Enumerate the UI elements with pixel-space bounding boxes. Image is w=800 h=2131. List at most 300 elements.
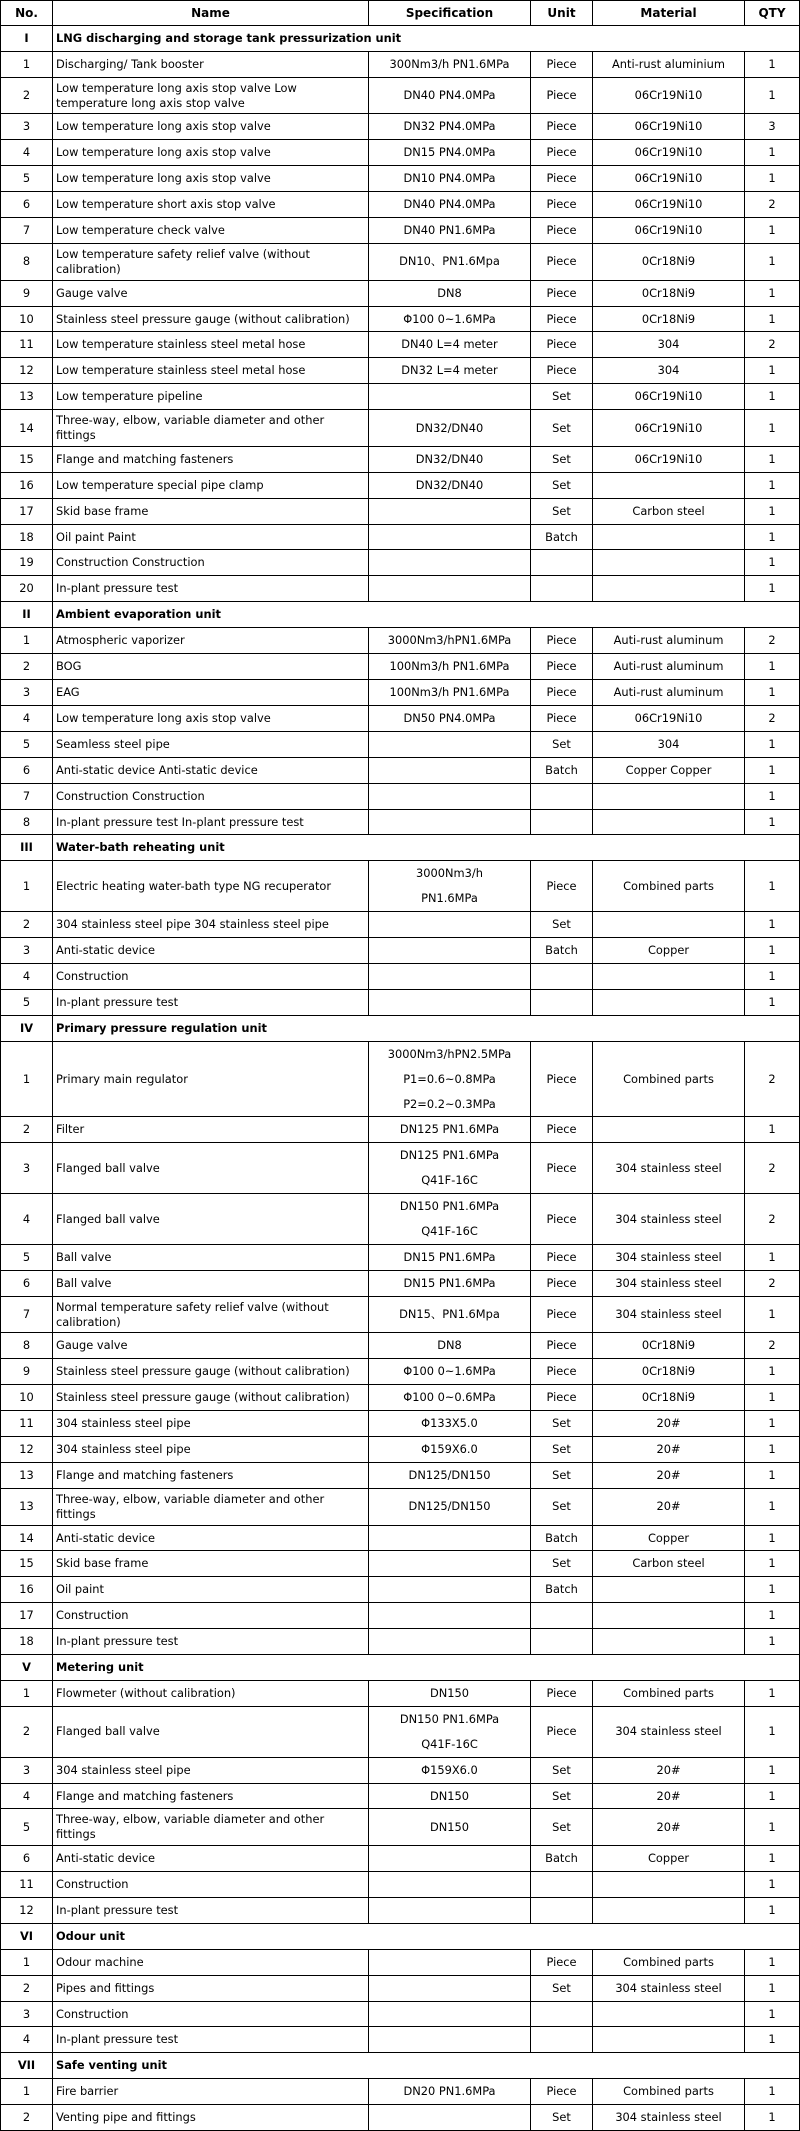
item-specification xyxy=(369,654,531,680)
item-material: 304 stainless steel xyxy=(593,1143,745,1194)
item-material: Combined parts xyxy=(593,861,745,912)
item-specification xyxy=(369,757,531,783)
item-specification xyxy=(369,114,531,140)
specification-line: DN15 PN1.6MPa xyxy=(403,1275,496,1290)
specification-line: Φ159X6.0 xyxy=(421,1442,478,1457)
item-qty: 1 xyxy=(745,140,800,166)
item-name: Flowmeter (without calibration) xyxy=(53,1680,369,1706)
item-qty: 1 xyxy=(745,166,800,192)
table-row xyxy=(1,524,800,550)
item-material: 304 stainless steel xyxy=(593,1194,745,1245)
item-material: Copper Copper xyxy=(593,757,745,783)
item-specification xyxy=(369,1359,531,1385)
table-row xyxy=(1,1603,800,1629)
specification-line: DN150 xyxy=(429,1819,470,1834)
table-row xyxy=(1,1488,800,1525)
item-unit: Piece xyxy=(531,140,593,166)
item-name: In-plant pressure test xyxy=(53,2027,369,2053)
item-specification xyxy=(369,1143,531,1194)
item-name: Flange and matching fasteners xyxy=(53,446,369,472)
item-qty: 1 xyxy=(745,938,800,964)
item-number: 4 xyxy=(1,705,53,731)
specification-line: P2=0.2~0.3MPa xyxy=(403,1096,496,1111)
item-name: Flange and matching fasteners xyxy=(53,1462,369,1488)
specification-line: DN150 xyxy=(429,1788,470,1803)
item-qty: 2 xyxy=(745,1333,800,1359)
item-qty: 1 xyxy=(745,1629,800,1655)
item-number: 8 xyxy=(1,809,53,835)
item-qty: 2 xyxy=(745,1143,800,1194)
item-number: 13 xyxy=(1,384,53,410)
item-qty: 1 xyxy=(745,1437,800,1463)
item-material xyxy=(593,1629,745,1655)
table-row xyxy=(1,244,800,281)
table-row xyxy=(1,410,800,447)
item-unit xyxy=(531,1897,593,1923)
item-qty: 1 xyxy=(745,1809,800,1846)
item-material: 06Cr19Ni10 xyxy=(593,114,745,140)
item-qty: 1 xyxy=(745,384,800,410)
item-specification xyxy=(369,1629,531,1655)
item-unit: Piece xyxy=(531,1143,593,1194)
item-number: 17 xyxy=(1,1603,53,1629)
item-material: 0Cr18Ni9 xyxy=(593,1333,745,1359)
section-number: IV xyxy=(1,1015,53,1041)
item-qty: 1 xyxy=(745,410,800,447)
section-header-row xyxy=(1,1655,800,1681)
item-qty: 2 xyxy=(745,705,800,731)
item-qty: 1 xyxy=(745,244,800,281)
item-unit: Piece xyxy=(531,306,593,332)
table-row xyxy=(1,280,800,306)
item-material: 06Cr19Ni10 xyxy=(593,77,745,114)
table-row xyxy=(1,1041,800,1117)
section-number: V xyxy=(1,1655,53,1681)
table-row xyxy=(1,192,800,218)
item-unit: Batch xyxy=(531,938,593,964)
item-name: Primary main regulator xyxy=(53,1041,369,1117)
item-qty: 1 xyxy=(745,731,800,757)
section-header-row xyxy=(1,1015,800,1041)
item-unit: Piece xyxy=(531,861,593,912)
item-specification xyxy=(369,1525,531,1551)
item-specification xyxy=(369,384,531,410)
specification-line: 3000Nm3/hPN2.5MPa xyxy=(387,1046,512,1061)
item-material xyxy=(593,1577,745,1603)
item-number: 1 xyxy=(1,1949,53,1975)
specification-line: DN32 PN4.0MPa xyxy=(403,119,496,134)
col-header-qty: QTY xyxy=(745,1,800,26)
item-name: Skid base frame xyxy=(53,498,369,524)
item-unit: Piece xyxy=(531,1117,593,1143)
specification-line: DN15、PN1.6Mpa xyxy=(399,1307,500,1322)
section-number: II xyxy=(1,602,53,628)
item-name: Flanged ball valve xyxy=(53,1706,369,1757)
specification-line: DN8 xyxy=(437,1338,462,1353)
table-row xyxy=(1,472,800,498)
item-material xyxy=(593,550,745,576)
item-unit: Set xyxy=(531,498,593,524)
specification-line: DN50 PN4.0MPa xyxy=(403,710,496,725)
item-qty: 2 xyxy=(745,332,800,358)
table-row xyxy=(1,358,800,384)
item-material: 06Cr19Ni10 xyxy=(593,410,745,447)
specification-line: 3000Nm3/h xyxy=(416,866,483,881)
item-specification xyxy=(369,1872,531,1898)
item-name: 304 stainless steel pipe xyxy=(53,1411,369,1437)
item-qty: 1 xyxy=(745,550,800,576)
item-number: 11 xyxy=(1,1411,53,1437)
item-number: 3 xyxy=(1,2001,53,2027)
item-unit: Piece xyxy=(531,705,593,731)
table-row xyxy=(1,498,800,524)
item-specification xyxy=(369,989,531,1015)
item-unit xyxy=(531,1603,593,1629)
item-number: 9 xyxy=(1,1359,53,1385)
item-name: Pipes and fittings xyxy=(53,1975,369,2001)
item-unit: Piece xyxy=(531,244,593,281)
item-qty: 1 xyxy=(745,1359,800,1385)
item-specification xyxy=(369,244,531,281)
specification-line: DN8 xyxy=(437,285,462,300)
specification-line: DN40 PN4.0MPa xyxy=(403,88,496,103)
col-header-specification: Specification xyxy=(369,1,531,26)
item-number: 18 xyxy=(1,524,53,550)
item-name: Low temperature short axis stop valve xyxy=(53,192,369,218)
table-row xyxy=(1,1706,800,1757)
specification-line: PN1.6MPa xyxy=(421,891,478,906)
item-name: Low temperature long axis stop valve xyxy=(53,140,369,166)
item-name: Low temperature safety relief valve (without calibration) xyxy=(53,244,369,281)
item-name: Anti-static device xyxy=(53,938,369,964)
table-row xyxy=(1,2079,800,2105)
section-title: Safe venting unit xyxy=(53,2053,800,2079)
specification-line: Φ159X6.0 xyxy=(421,1762,478,1777)
specification-line: DN10 PN4.0MPa xyxy=(403,171,496,186)
item-specification xyxy=(369,1809,531,1846)
item-material: 20# xyxy=(593,1757,745,1783)
item-unit xyxy=(531,1629,593,1655)
item-number: 12 xyxy=(1,1897,53,1923)
item-specification xyxy=(369,1757,531,1783)
item-specification xyxy=(369,550,531,576)
table-row xyxy=(1,963,800,989)
item-qty: 1 xyxy=(745,1949,800,1975)
item-material: Combined parts xyxy=(593,1041,745,1117)
item-qty: 1 xyxy=(745,446,800,472)
item-qty: 1 xyxy=(745,861,800,912)
table-row xyxy=(1,989,800,1015)
item-material: 20# xyxy=(593,1488,745,1525)
item-name: Gauge valve xyxy=(53,1333,369,1359)
item-specification xyxy=(369,1270,531,1296)
item-unit: Piece xyxy=(531,1041,593,1117)
item-material: 06Cr19Ni10 xyxy=(593,218,745,244)
item-qty: 2 xyxy=(745,192,800,218)
section-number: III xyxy=(1,835,53,861)
item-specification xyxy=(369,1333,531,1359)
item-material: 304 stainless steel xyxy=(593,1706,745,1757)
item-material: 06Cr19Ni10 xyxy=(593,166,745,192)
item-unit xyxy=(531,2027,593,2053)
item-unit: Piece xyxy=(531,1270,593,1296)
item-number: 5 xyxy=(1,166,53,192)
item-name: EAG xyxy=(53,680,369,706)
item-number: 7 xyxy=(1,783,53,809)
table-row xyxy=(1,1296,800,1333)
item-unit: Piece xyxy=(531,1680,593,1706)
specification-line: 300Nm3/h PN1.6MPa xyxy=(389,56,510,71)
item-specification xyxy=(369,2079,531,2105)
item-qty: 1 xyxy=(745,757,800,783)
specification-line: DN10、PN1.6Mpa xyxy=(399,254,500,269)
item-material xyxy=(593,2027,745,2053)
item-unit xyxy=(531,783,593,809)
item-unit: Piece xyxy=(531,2079,593,2105)
item-name: Low temperature long axis stop valve Low temperature long axis stop valve xyxy=(53,77,369,114)
section-number: VII xyxy=(1,2053,53,2079)
item-number: 19 xyxy=(1,550,53,576)
item-material xyxy=(593,912,745,938)
item-unit: Set xyxy=(531,1488,593,1525)
item-number: 1 xyxy=(1,1680,53,1706)
item-number: 15 xyxy=(1,1551,53,1577)
item-qty: 1 xyxy=(745,1757,800,1783)
item-material: 304 stainless steel xyxy=(593,1975,745,2001)
specification-line: Q41F-16C xyxy=(421,1173,478,1188)
table-row xyxy=(1,2027,800,2053)
item-number: 20 xyxy=(1,576,53,602)
item-number: 5 xyxy=(1,989,53,1015)
item-number: 14 xyxy=(1,410,53,447)
item-qty: 1 xyxy=(745,809,800,835)
item-number: 10 xyxy=(1,1385,53,1411)
item-qty: 1 xyxy=(745,963,800,989)
item-specification xyxy=(369,1437,531,1463)
table-row xyxy=(1,731,800,757)
item-number: 18 xyxy=(1,1629,53,1655)
item-specification xyxy=(369,77,531,114)
item-unit: Set xyxy=(531,472,593,498)
item-material xyxy=(593,472,745,498)
item-material: 06Cr19Ni10 xyxy=(593,192,745,218)
section-header-row xyxy=(1,26,800,52)
item-material: Copper xyxy=(593,1525,745,1551)
item-name: Atmospheric vaporizer xyxy=(53,628,369,654)
item-qty: 1 xyxy=(745,280,800,306)
specification-line: DN150 PN1.6MPa xyxy=(399,1711,500,1726)
item-specification xyxy=(369,1949,531,1975)
item-unit: Batch xyxy=(531,757,593,783)
col-header-no: No. xyxy=(1,1,53,26)
item-material: Copper xyxy=(593,1846,745,1872)
item-material: 20# xyxy=(593,1437,745,1463)
item-specification xyxy=(369,1975,531,2001)
item-number: 15 xyxy=(1,446,53,472)
item-specification xyxy=(369,1680,531,1706)
item-specification xyxy=(369,410,531,447)
item-name: Anti-static device xyxy=(53,1525,369,1551)
item-material: 304 stainless steel xyxy=(593,2105,745,2131)
specification-line: DN125/DN150 xyxy=(408,1499,491,1514)
col-header-material: Material xyxy=(593,1,745,26)
item-name: Construction xyxy=(53,2001,369,2027)
item-qty: 2 xyxy=(745,1194,800,1245)
specification-line: Φ100 0~1.6MPa xyxy=(403,1364,496,1379)
specification-line: DN15 PN4.0MPa xyxy=(403,145,496,160)
item-unit: Set xyxy=(531,1437,593,1463)
item-number: 12 xyxy=(1,358,53,384)
item-number: 9 xyxy=(1,280,53,306)
item-unit: Piece xyxy=(531,51,593,77)
table-row xyxy=(1,680,800,706)
item-specification xyxy=(369,1783,531,1809)
section-title: LNG discharging and storage tank pressurization unit xyxy=(53,26,800,52)
item-specification xyxy=(369,498,531,524)
item-unit: Set xyxy=(531,731,593,757)
item-material xyxy=(593,783,745,809)
item-specification xyxy=(369,280,531,306)
item-name: Stainless steel pressure gauge (without calibration) xyxy=(53,1385,369,1411)
item-specification xyxy=(369,1603,531,1629)
item-number: 7 xyxy=(1,1296,53,1333)
item-qty: 1 xyxy=(745,1525,800,1551)
section-number: VI xyxy=(1,1923,53,1949)
item-number: 5 xyxy=(1,1809,53,1846)
item-unit: Set xyxy=(531,1462,593,1488)
item-name: Low temperature pipeline xyxy=(53,384,369,410)
item-number: 12 xyxy=(1,1437,53,1463)
item-material xyxy=(593,524,745,550)
table-row xyxy=(1,938,800,964)
item-name: Ball valve xyxy=(53,1270,369,1296)
section-header-row xyxy=(1,602,800,628)
table-row xyxy=(1,1117,800,1143)
section-title: Metering unit xyxy=(53,1655,800,1681)
item-number: 8 xyxy=(1,244,53,281)
item-name: Low temperature special pipe clamp xyxy=(53,472,369,498)
item-number: 3 xyxy=(1,1143,53,1194)
item-qty: 1 xyxy=(745,1603,800,1629)
item-specification xyxy=(369,1897,531,1923)
table-row xyxy=(1,1975,800,2001)
item-unit: Batch xyxy=(531,524,593,550)
item-number: 5 xyxy=(1,731,53,757)
table-row xyxy=(1,1437,800,1463)
item-material xyxy=(593,809,745,835)
item-number: 13 xyxy=(1,1488,53,1525)
item-specification xyxy=(369,332,531,358)
table-row xyxy=(1,218,800,244)
specification-line: DN150 xyxy=(429,1685,470,1700)
table-row xyxy=(1,1809,800,1846)
table-row xyxy=(1,2001,800,2027)
item-material: Copper xyxy=(593,938,745,964)
table-row xyxy=(1,1244,800,1270)
item-name: Anti-static device xyxy=(53,1846,369,1872)
specification-line: DN40 PN4.0MPa xyxy=(403,197,496,212)
specification-line: Φ133X5.0 xyxy=(421,1416,478,1431)
item-material: Auti-rust aluminum xyxy=(593,628,745,654)
item-material: 304 xyxy=(593,332,745,358)
item-specification xyxy=(369,2105,531,2131)
item-name: Three-way, elbow, variable diameter and other fittings xyxy=(53,410,369,447)
item-number: 2 xyxy=(1,77,53,114)
item-material: 0Cr18Ni9 xyxy=(593,280,745,306)
item-material: 06Cr19Ni10 xyxy=(593,705,745,731)
item-number: 6 xyxy=(1,1846,53,1872)
item-number: 3 xyxy=(1,680,53,706)
item-number: 5 xyxy=(1,1244,53,1270)
item-material: 20# xyxy=(593,1809,745,1846)
item-specification xyxy=(369,51,531,77)
item-name: Venting pipe and fittings xyxy=(53,2105,369,2131)
item-material: 20# xyxy=(593,1783,745,1809)
item-name: Filter xyxy=(53,1117,369,1143)
item-qty: 1 xyxy=(745,1488,800,1525)
item-qty: 1 xyxy=(745,218,800,244)
item-name: In-plant pressure test In-plant pressure test xyxy=(53,809,369,835)
item-material: Combined parts xyxy=(593,1949,745,1975)
item-qty: 1 xyxy=(745,358,800,384)
item-name: Anti-static device Anti-static device xyxy=(53,757,369,783)
item-material: 0Cr18Ni9 xyxy=(593,244,745,281)
item-specification xyxy=(369,731,531,757)
item-number: 8 xyxy=(1,1333,53,1359)
item-material xyxy=(593,1872,745,1898)
item-unit: Set xyxy=(531,2105,593,2131)
item-qty: 1 xyxy=(745,1244,800,1270)
item-specification xyxy=(369,446,531,472)
item-unit: Set xyxy=(531,446,593,472)
table-row xyxy=(1,654,800,680)
item-name: Low temperature long axis stop valve xyxy=(53,705,369,731)
item-specification xyxy=(369,192,531,218)
item-material: 06Cr19Ni10 xyxy=(593,140,745,166)
item-specification xyxy=(369,1385,531,1411)
item-unit: Piece xyxy=(531,1949,593,1975)
item-specification xyxy=(369,1117,531,1143)
table-row xyxy=(1,1385,800,1411)
item-name: Gauge valve xyxy=(53,280,369,306)
specification-line: DN32 L=4 meter xyxy=(401,363,498,378)
item-unit: Set xyxy=(531,1975,593,2001)
specification-line: 100Nm3/h PN1.6MPa xyxy=(389,659,510,674)
item-number: 10 xyxy=(1,306,53,332)
item-unit: Set xyxy=(531,1757,593,1783)
item-unit: Piece xyxy=(531,1359,593,1385)
item-qty: 2 xyxy=(745,1270,800,1296)
item-specification xyxy=(369,783,531,809)
table-row xyxy=(1,77,800,114)
item-name: Low temperature long axis stop valve xyxy=(53,166,369,192)
item-qty: 1 xyxy=(745,1551,800,1577)
table-row xyxy=(1,1577,800,1603)
table-row xyxy=(1,306,800,332)
item-specification xyxy=(369,472,531,498)
item-specification xyxy=(369,1244,531,1270)
item-material xyxy=(593,2001,745,2027)
item-material: 304 stainless steel xyxy=(593,1244,745,1270)
item-specification xyxy=(369,1411,531,1437)
item-specification xyxy=(369,2001,531,2027)
item-number: 2 xyxy=(1,654,53,680)
item-name: Construction xyxy=(53,1603,369,1629)
item-specification xyxy=(369,809,531,835)
item-material: Combined parts xyxy=(593,1680,745,1706)
table-row xyxy=(1,1194,800,1245)
table-row xyxy=(1,628,800,654)
